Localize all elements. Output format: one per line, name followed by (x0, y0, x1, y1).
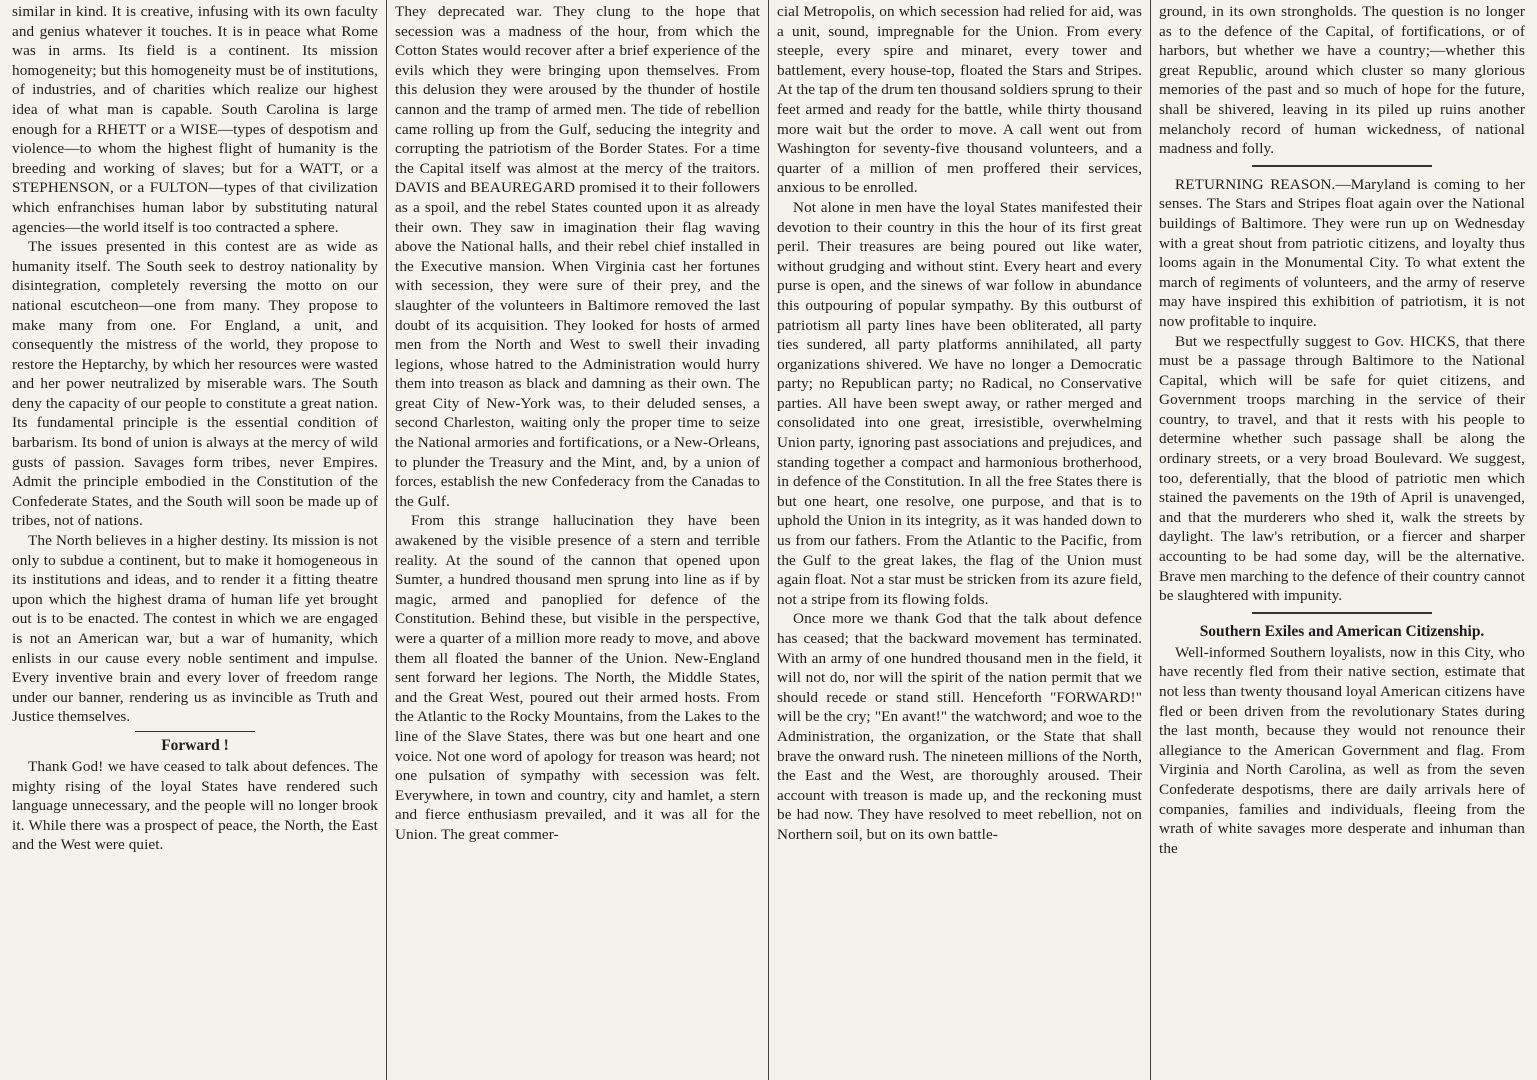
heading-forward: Forward ! (161, 736, 229, 754)
section-divider (1252, 612, 1432, 614)
paragraph-metropolis: cial Metropolis, on which secession had relied for aid, was a unit, sound, impregnable for the Union. From every steeple, every spire and minaret, every tower and battlement, every house-top, floated the Stars and Stripes. At the tap of the drum ten thousand soldiers sprung to their feet armed and ready for the battle, while thirty thousand more wait but the order to move. A call went out from Washington for seventy-five thousand volunteers, and a quarter of a million of men proffered their services, anxious to be enrolled. (777, 3, 1142, 197)
column-3 (768, 0, 1150, 1080)
column-4 (1150, 0, 1533, 1080)
column-1 (4, 0, 386, 1080)
paragraph-loyal-states: Not alone in men have the loyal States manifested their devotion to their country in this the hour of its first great peril. Their treasures are being poured out like water, without grudging and without stint. Every heart and every purse is open, and the sinews of war follow in abundance this outpouring of popular sympathy. By this outburst of patriotism all party lines have been obliterated, all party ties sundered, all party platforms annihilated, all party organizations shivered. We have no longer a Democratic party; no Republican party; no Radical, no Conservative parties. All have been swept away, or rather merged and consolidated into one great, irresistible, overwhelming Union party, ignoring past associations and prejudices, and standing together a compact and harmonious brotherhood, in defence of the Constitution. In all the free States there is but one heart, one resolve, one purpose, and that is to uphold the Union in its integrity, as it was handed down to us from our fathers. From the Atlantic to the Pacific, from the Gulf to the great lakes, the flag of the Union must again float. Not a star must be stricken from its azure field, not a stripe from its flowing folds. (777, 198, 1142, 608)
paragraph-creative-civilization: similar in kind. It is creative, infusing with its own faculty and genius whatever it touches. It is in peace what Rome was in arms. Its field is a continent. Its mission homogeneity; but this homogeneity must be of institutions, of industries, and of charities which realize our highest idea of what man is capable. South Carolina is large enough for a RHETT or a WISE—types of despotism and violence—to whom the highest flight of humanity is the breeding and working of slaves; but for a WATT, or a STEPHENSON, or a FULTON—types of that civilization which enfranchises human labor by substituting natural agencies—the world itself is too contracted a sphere. (12, 3, 378, 236)
paragraph-issues-contest: The issues presented in this contest are as wide as humanity itself. The South seek to destroy nationality by disintegration, completely reversing the motto on our national escutcheon—one from many. They propose to make many from one. For England, a unit, and consequently the mistress of the world, they propose to restore the Heptarchy, by which her resources were wasted and her power neutralized by miserable wars. The South deny the capacity of our people to constitute a great nation. Its fundamental principle is the essential condition of barbarism. Its bond of union is always at the mercy of wild gusts of passion. Savages form tribes, never Empires. Admit the principle embodied in the Constitution of the Confederate States, and the South will soon be made up of tribes, not of nations. (12, 238, 378, 530)
heading-southern-exiles: Southern Exiles and American Citizenship. (1199, 622, 1485, 640)
paragraph-returning-reason: RETURNING REASON.—Maryland is coming to her senses. The Stars and Stripes float again over the National buildings of Baltimore. They were run up on Wednesday with a great shout from patriotic citizens, and loyalty thus looms again in the Monumental City. To what extent the march of regiments of volunteers, and the army of reserve may have inspired this exhibition of patriotism, it is not now profitable to inquire. (1159, 175, 1525, 330)
paragraph-battleground: ground, in its own strongholds. The question is no longer as to the defence of the Capital, of fortifications, or of harbors, but whether we have a country;—whether this great Republic, around which cluster so many glorious memories of the past and so much of hope for the future, shall be shivered, leaving in its piled up ruins another melancholy record of human wickedness, of national madness and folly. (1159, 3, 1525, 158)
paragraph-southern-loyalists: Well-informed Southern loyalists, now in this City, who have recently fled from their native section, estimate that not less than twenty thousand loyal American citizens have fled or been driven from the revolutionary States during the last month, because they would not renounce their allegiance to the American Government and flag. From Virginia and North Carolina, as well as from the seven Confederate despotisms, there are daily arrivals here of companies, families and individuals, fleeing from the wrath of white savages more desperate and inhuman than the (1159, 643, 1525, 857)
paragraph-thank-god: Thank God! we have ceased to talk about defences. The mighty rising of the loyal States have rendered such language unnecessary, and the people will no longer brook it. While there was a prospect of peace, the North, the East and the West were quiet. (12, 757, 378, 854)
paragraph-hallucination: From this strange hallucination they have been awakened by the visible presence of a stern and terrible reality. At the sound of the cannon that opened upon Sumter, a hundred thousand men sprung into line as if by magic, armed and panoplied for defence of the Constitution. Behind these, but visible in the perspective, were a quarter of a million more ready to move, and above them all floated the banner of the Union. New-England sent forward her legions. The North, the Middle States, and the Great West, poured out their armed hosts. From the Atlantic to the Rocky Mountains, from the Lakes to the line of the Slave States, there was but one heart and one voice. Not one word of apology for treason was heard; not one pulsation of sympathy with secession was felt. Everywhere, in town and country, city and hamlet, a stern and fierce enthusiasm prevailed, and it was all for the Union. The great commer- (395, 512, 760, 843)
section-divider (1252, 165, 1432, 167)
section-divider (135, 731, 255, 732)
column-2 (386, 0, 768, 1080)
paragraph-once-more: Once more we thank God that the talk about defence has ceased; that the backward movement has terminated. With an army of one hundred thousand men in the field, it will not do, nor will the spirit of the nation permit that we should recede or stand still. Henceforth "FORWARD!" will be the cry; "En avant!" the watchword; and woe to the Administration, the organization, or the State that shall brave the onward rush. The nineteen millions of the North, the East and the West, are thoroughly aroused. Their account with treason is made up, and the reckoning must be had now. They have resolved to meet rebellion, not on Northern soil, but on its own battle- (777, 610, 1142, 843)
paragraph-north-destiny: The North believes in a higher destiny. Its mission is not only to subdue a continent, but to make it homogeneous in its institutions and ideas, and to render it a fitting theatre upon which the highest drama of human life yet brought out is to be enacted. The contest in which we are engaged is not an American war, but a war of humanity, which enlists in our cause every noble sentiment and impulse. Every inventive brain and every lover of freedom range under our banner, rendering us as invincible as Truth and Justice themselves. (12, 532, 378, 726)
paragraph-gov-hicks: But we respectfully suggest to Gov. HICKS, that there must be a passage through Baltimore to the National Capital, which will be safe for quiet citizens, and Government troops marching in the service of their country, to travel, and that it rests with his people to determine whether such passage shall be along the ordinary streets, or a very broad Boulevard. We suggest, too, deferentially, that the blood of patriotic men which stained the pavements on the 19th of April is unavenged, and that the murderers who shed it, walk the streets by daylight. The law's retribution, or a fiercer and sharper accounting to be had some day, will be the alternative. Brave men marching to the defence of their country cannot be slaughtered with impunity. (1159, 332, 1525, 605)
paragraph-deprecated-war: They deprecated war. They clung to the hope that secession was a madness of the hour, from which the Cotton States would recover after a brief experience of the evils which they were bringing upon themselves. From this delusion they were aroused by the thunder of hostile cannon and the tramp of armed men. The tide of rebellion came rolling up from the Gulf, seducing the integrity and corrupting the patriotism of the Border States. For a time the Capital itself was almost at the mercy of the traitors. DAVIS and BEAUREGARD promised it to their followers as a spoil, and the rebel States counted upon it as already their own. They saw in imagination their flag waving above the National halls, and their rebel chief installed in the Executive mansion. When Virginia cast her fortunes with secession, they were sure of their prey, and the slaughter of the volunteers in Baltimore removed the last doubt of its acquisition. They looked for hosts of armed men from the North and West to swell their invading legions, whose hatred to the Administration would hurry them into treason as black and damning as their own. The great City of New-York was, to their deluded senses, a second Charleston, waiting only the proper time to seize the National armories and fortifications, or a New-Orleans, to plunder the Treasury and the Mint, and, by a union of forces, establish the new Confederacy from the Canadas to the Gulf. (395, 3, 760, 510)
